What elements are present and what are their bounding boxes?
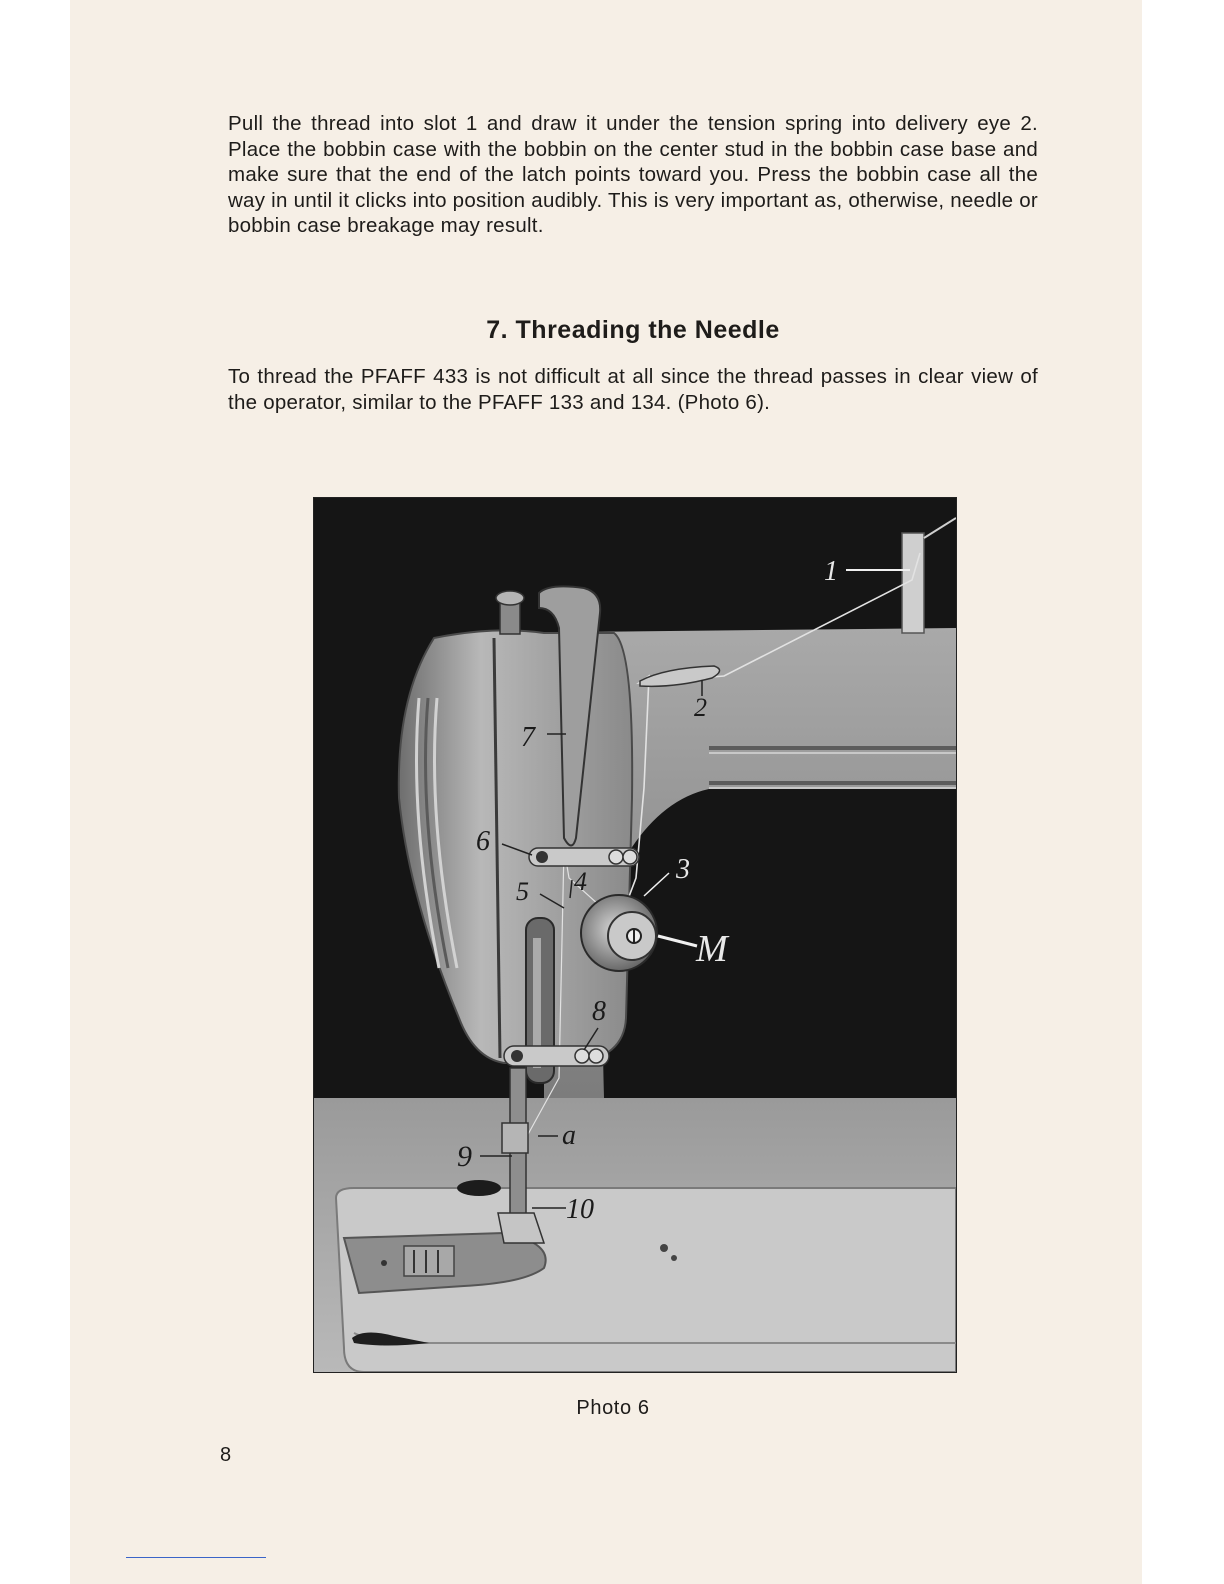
label-8: 8 (592, 996, 606, 1027)
page-number: 8 (220, 1444, 232, 1466)
label-2: 2 (694, 693, 707, 722)
label-1: 1 (824, 556, 838, 587)
label-4: 4 (574, 867, 587, 896)
section-paragraph: To thread the PFAFF 433 is not difficult at all since the thread passes in clear view of the operator, similar to the PFAFF 133 and 134. (Photo 6). (228, 365, 1038, 414)
intro-paragraph: Pull the thread into slot 1 and draw it under the tension spring into delivery eye 2. Place the bobbin case with the bobbin on the center stud in the bobbin case base and make sure that the end of the latch points toward you. Press the bobbin case all the way in until it clicks into position audibly. This is very important as, otherwise, needle or bobbin case breakage may result. (228, 112, 1038, 237)
label-10: 10 (566, 1194, 594, 1225)
photo-6-figure (313, 497, 957, 1373)
label-5: 5 (516, 877, 529, 906)
feed-slot-plate (404, 1246, 454, 1276)
label-6: 6 (476, 826, 490, 857)
label-7: 7 (521, 722, 535, 753)
photo-caption: Photo 6 (576, 1397, 650, 1419)
sewing-machine-illustration (314, 498, 956, 1372)
label-3: 3 (676, 854, 690, 885)
footer-rule (126, 1557, 266, 1558)
label-9: 9 (457, 1140, 472, 1173)
needle-clamp (502, 1123, 528, 1153)
label-M: M (696, 928, 728, 970)
label-a: a (562, 1120, 576, 1151)
section-heading: 7. Threading the Needle (486, 316, 780, 344)
